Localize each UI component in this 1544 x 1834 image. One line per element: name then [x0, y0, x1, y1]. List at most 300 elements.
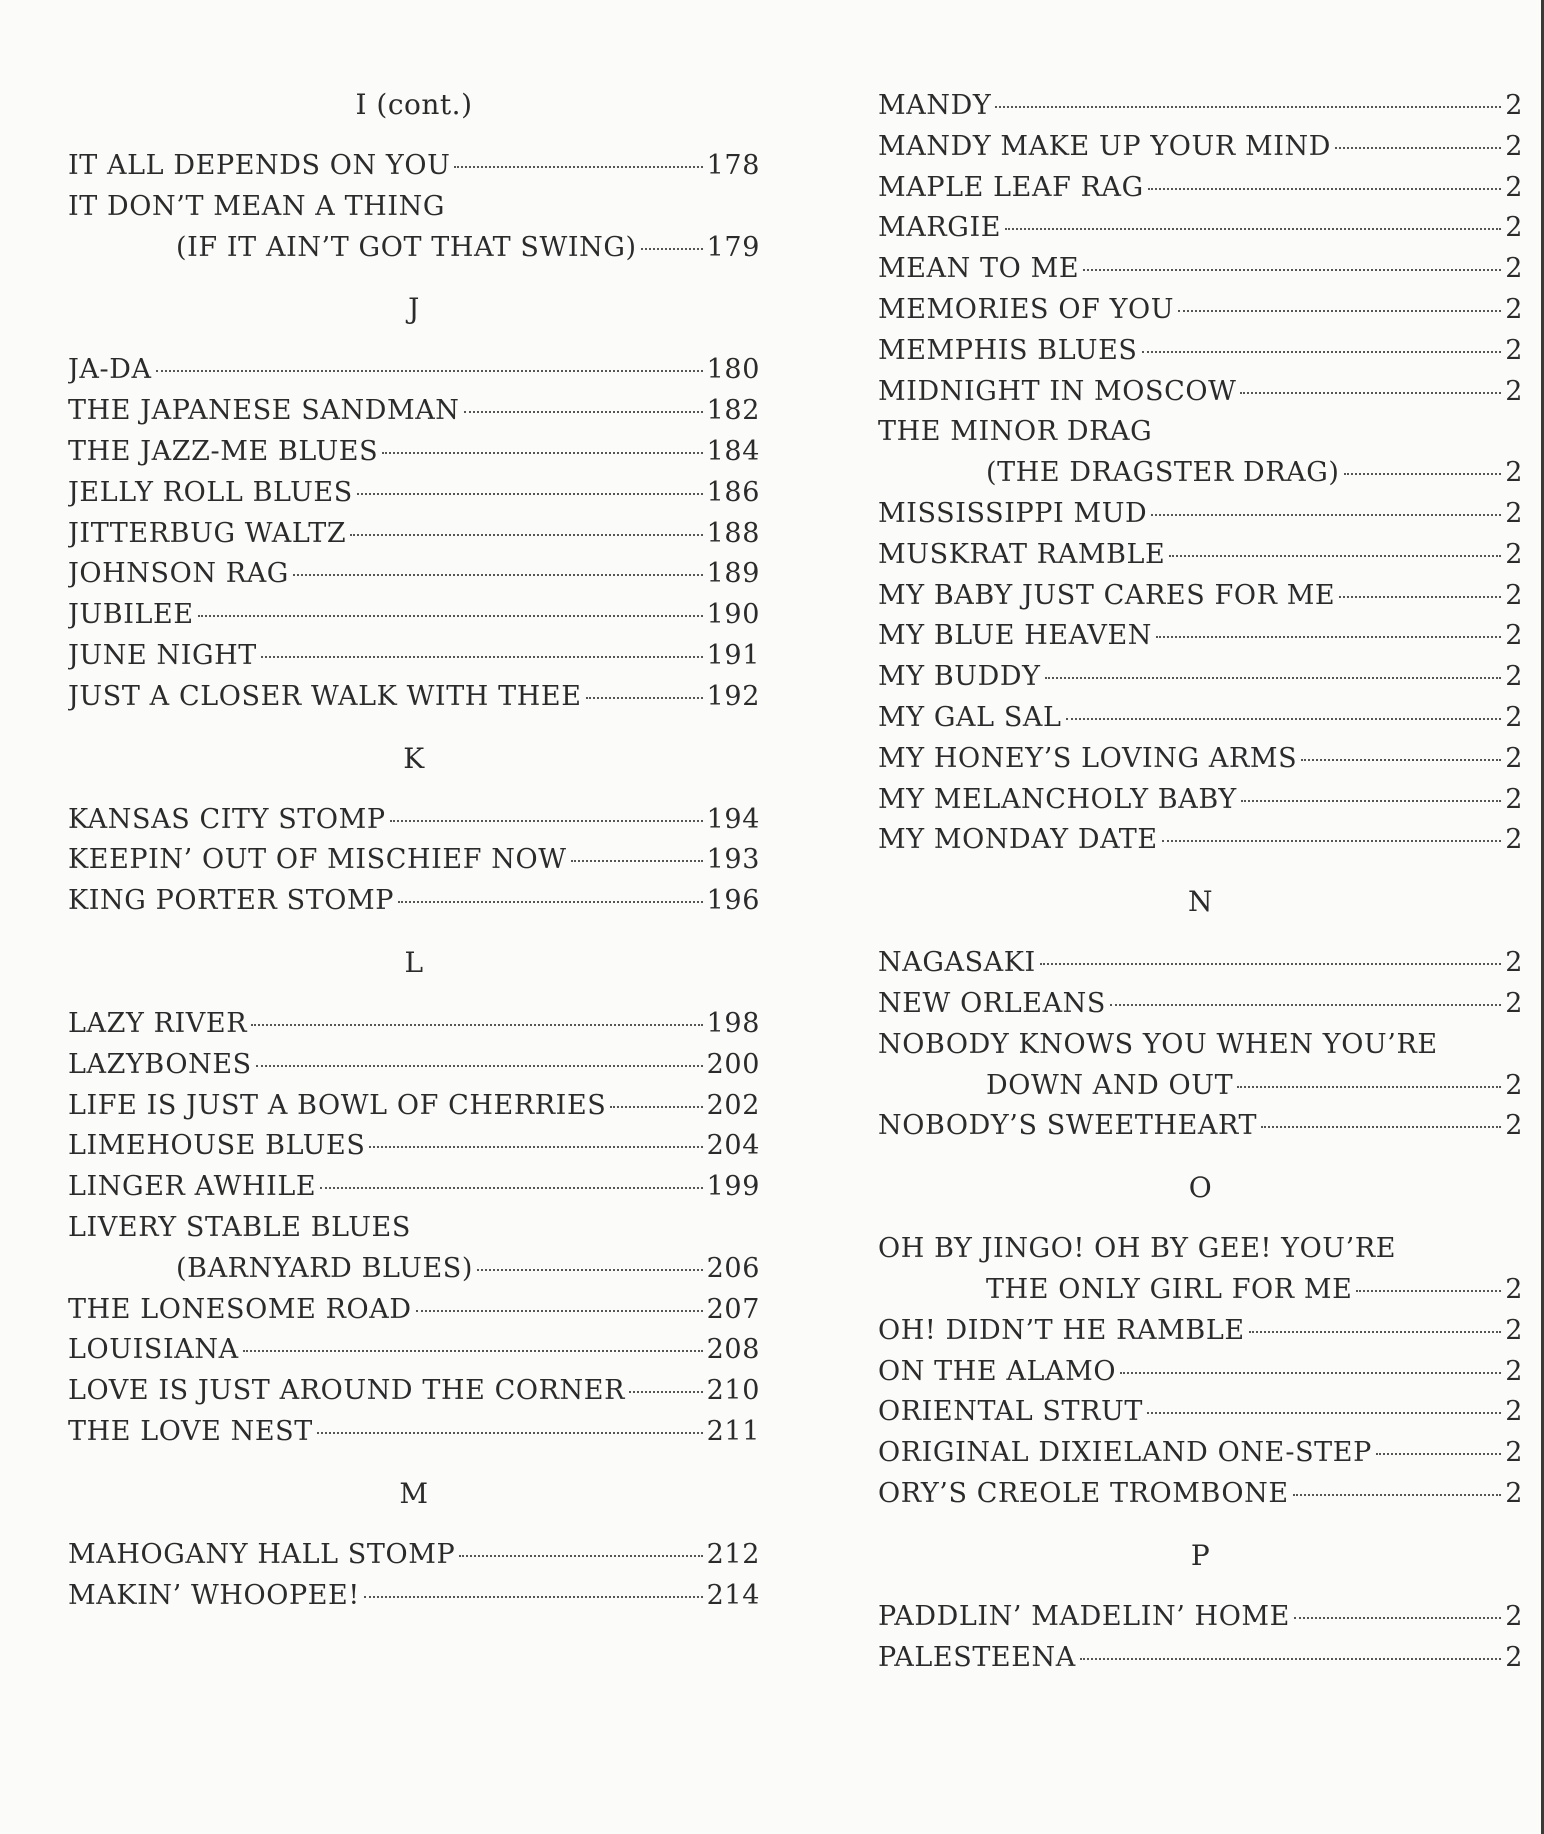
- index-entry[interactable]: [68, 187, 760, 269]
- dot-leader: [1162, 840, 1502, 842]
- index-entry[interactable]: [878, 1311, 1523, 1352]
- dot-leader: [1110, 1004, 1501, 1006]
- entry-title-row: [878, 249, 1523, 290]
- index-entry[interactable]: [878, 820, 1523, 861]
- dot-leader: [243, 1350, 703, 1352]
- page-number: 2: [1505, 1110, 1523, 1142]
- entry-title: KEEPIN’ OUT OF MISCHIEF NOW: [68, 844, 567, 876]
- entry-title: NEW ORLEANS: [878, 987, 1106, 1019]
- entry-title-row: [68, 391, 760, 432]
- page-number: 200: [706, 1048, 760, 1080]
- entry-title-row: [68, 636, 760, 677]
- entry-title: MUSKRAT RAMBLE: [878, 538, 1166, 570]
- entry-title-row: [878, 1638, 1523, 1679]
- page-number: 190: [706, 599, 760, 631]
- dot-leader: [464, 411, 703, 413]
- entry-title: NOBODY KNOWS YOU WHEN YOU’RE: [878, 1028, 1438, 1060]
- entry-title-row: [878, 739, 1523, 780]
- entry-title: MY BUDDY: [878, 661, 1041, 693]
- index-entry[interactable]: [878, 984, 1523, 1025]
- entry-title-row: [68, 1535, 760, 1576]
- entry-title: MAKIN’ WHOOPEE!: [68, 1579, 360, 1611]
- dot-leader: [1294, 1617, 1501, 1619]
- dot-leader: [416, 1310, 703, 1312]
- dot-leader: [320, 1187, 702, 1189]
- section-heading: P: [1190, 1538, 1211, 1572]
- entry-title: JUST A CLOSER WALK WITH THEE: [68, 680, 582, 712]
- right-column: [878, 0, 1523, 1678]
- entry-list: [68, 1004, 760, 1453]
- dot-leader: [1156, 636, 1501, 638]
- entry-title-row: [878, 1025, 1523, 1066]
- dot-leader: [390, 820, 703, 822]
- entry-title: JUNE NIGHT: [68, 639, 257, 671]
- entry-title-row: [68, 1004, 760, 1045]
- entry-title: THE JAZZ-ME BLUES: [68, 435, 379, 467]
- dot-leader: [1178, 310, 1501, 312]
- dot-leader: [1040, 963, 1501, 965]
- dot-leader: [571, 860, 703, 862]
- dot-leader: [1293, 1494, 1502, 1496]
- entry-title-row: [68, 146, 760, 187]
- entry-title: MIDNIGHT IN MOSCOW: [878, 375, 1237, 407]
- page-number: 196: [706, 885, 760, 917]
- index-entry[interactable]: [68, 1126, 760, 1167]
- index-entry[interactable]: [68, 840, 760, 881]
- entry-title-row: [878, 1474, 1523, 1515]
- entry-title: MAHOGANY HALL STOMP: [68, 1538, 456, 1570]
- page-number: 211: [706, 1415, 760, 1447]
- entry-title-row: [68, 1412, 760, 1453]
- dot-leader: [629, 1391, 703, 1393]
- page-number: 2: [1505, 947, 1523, 979]
- section-heading: M: [399, 1476, 429, 1510]
- index-entry[interactable]: [878, 616, 1523, 657]
- dot-leader: [293, 574, 703, 576]
- page-number: 2: [1505, 1314, 1523, 1346]
- page-number: 199: [706, 1171, 760, 1203]
- entry-title: MY BABY JUST CARES FOR ME: [878, 579, 1336, 611]
- index-entry[interactable]: [878, 698, 1523, 739]
- index-entry[interactable]: [878, 168, 1523, 209]
- page-number: 2: [1505, 293, 1523, 325]
- page-number: 179: [706, 231, 760, 263]
- page-number: 192: [706, 680, 760, 712]
- index-entry[interactable]: [878, 780, 1523, 821]
- page-number: 2: [1505, 538, 1523, 570]
- entry-continuation-row: [878, 1066, 1523, 1107]
- entry-list: [68, 350, 760, 717]
- page-number: 188: [706, 517, 760, 549]
- dot-leader: [1240, 392, 1501, 394]
- dot-leader: [1237, 1086, 1501, 1088]
- entry-title-row: [878, 412, 1523, 453]
- entry-title-row: [68, 1330, 760, 1371]
- page-number: 214: [706, 1579, 760, 1611]
- dot-leader: [350, 534, 702, 536]
- entry-title-row: [878, 208, 1523, 249]
- entry-title-row: [68, 1208, 760, 1249]
- dot-leader: [1120, 1372, 1501, 1374]
- page-number: 2: [1505, 497, 1523, 529]
- page-number: 2: [1505, 661, 1523, 693]
- index-entry[interactable]: [68, 800, 760, 841]
- entry-title: IT DON’T MEAN A THING: [68, 190, 445, 222]
- dot-leader: [261, 656, 703, 658]
- page-number: 180: [706, 354, 760, 386]
- entry-title: LIFE IS JUST A BOWL OF CHERRIES: [68, 1089, 607, 1121]
- entry-list: [878, 943, 1523, 1147]
- index-entry[interactable]: [878, 1229, 1523, 1311]
- page-number: 208: [706, 1334, 760, 1366]
- dot-leader: [610, 1106, 702, 1108]
- entry-title: MANDY MAKE UP YOUR MIND: [878, 130, 1331, 162]
- dot-leader: [1151, 514, 1501, 516]
- page-number: 2: [1505, 334, 1523, 366]
- index-entry[interactable]: [878, 127, 1523, 168]
- dot-leader: [1344, 473, 1502, 475]
- index-entry[interactable]: [68, 881, 760, 922]
- page-number: 184: [706, 435, 760, 467]
- entry-continuation-row: [68, 228, 760, 269]
- section-heading: J: [408, 292, 420, 326]
- dot-leader: [364, 1596, 703, 1598]
- page-number: 186: [706, 476, 760, 508]
- entry-title: NAGASAKI: [878, 947, 1036, 979]
- page-number: 178: [706, 150, 760, 181]
- page-number: 2: [1505, 1396, 1523, 1428]
- entry-title: LOVE IS JUST AROUND THE CORNER: [68, 1375, 625, 1407]
- index-entry[interactable]: [68, 432, 760, 473]
- entry-title: MEMORIES OF YOU: [878, 293, 1175, 325]
- index-section: [68, 922, 760, 1453]
- index-section: [68, 718, 760, 922]
- index-entry[interactable]: [878, 208, 1523, 249]
- dot-leader: [459, 1555, 702, 1557]
- entry-title-row: [68, 800, 760, 841]
- entry-title: KING PORTER STOMP: [68, 885, 395, 917]
- section-heading: I (cont.): [355, 88, 473, 121]
- index-entry[interactable]: [878, 535, 1523, 576]
- dot-leader: [1083, 269, 1501, 271]
- dot-leader: [1339, 596, 1501, 598]
- entry-title: MY BLUE HEAVEN: [878, 620, 1153, 652]
- index-entry[interactable]: [68, 1045, 760, 1086]
- entry-title: MY MELANCHOLY BABY: [878, 783, 1237, 815]
- entry-continuation-row: [878, 1270, 1523, 1311]
- index-section: [68, 1453, 760, 1617]
- index-entry[interactable]: [68, 350, 760, 391]
- index-section: [878, 86, 1523, 861]
- entry-title: JOHNSON RAG: [68, 558, 289, 590]
- index-entry[interactable]: [68, 1371, 760, 1412]
- entry-title-row: [878, 86, 1523, 127]
- entry-title: LIMEHOUSE BLUES: [68, 1130, 366, 1162]
- entry-title-row: [68, 473, 760, 514]
- dot-leader: [1147, 1412, 1501, 1414]
- index-entry[interactable]: [878, 1106, 1523, 1147]
- index-section: [68, 64, 760, 268]
- page-number: 194: [706, 803, 760, 835]
- index-entry[interactable]: [878, 494, 1523, 535]
- index-entry[interactable]: [68, 1086, 760, 1127]
- entry-title: ORIGINAL DIXIELAND ONE-STEP: [878, 1437, 1372, 1469]
- page-number: 2: [1505, 620, 1523, 652]
- entry-title: LAZYBONES: [68, 1048, 252, 1080]
- section-heading: O: [1188, 1171, 1213, 1205]
- index-entry[interactable]: [878, 739, 1523, 780]
- entry-title: LIVERY STABLE BLUES: [68, 1211, 411, 1243]
- entry-title: MANDY: [878, 90, 992, 121]
- page-number: 2: [1505, 783, 1523, 815]
- dot-leader: [477, 1269, 703, 1271]
- index-entry[interactable]: [68, 1330, 760, 1371]
- entry-title-row: [68, 432, 760, 473]
- entry-title-row: [68, 514, 760, 555]
- page-number: 2: [1505, 1600, 1523, 1632]
- entry-list: [68, 800, 760, 922]
- entry-title-row: [68, 840, 760, 881]
- entry-continuation-row: [68, 1249, 760, 1290]
- entry-title-row: [878, 535, 1523, 576]
- index-entry[interactable]: [68, 636, 760, 677]
- page-number: 193: [706, 844, 760, 876]
- page-number: 2: [1505, 1641, 1523, 1673]
- entry-title: MY MONDAY DATE: [878, 824, 1158, 856]
- dot-leader: [369, 1146, 702, 1148]
- index-entry[interactable]: [878, 943, 1523, 984]
- index-entry[interactable]: [878, 657, 1523, 698]
- index-entry[interactable]: [68, 1412, 760, 1453]
- entry-title-row: [68, 1290, 760, 1331]
- section-heading: N: [1188, 885, 1213, 919]
- index-entry[interactable]: [68, 1290, 760, 1331]
- entry-title-row: [68, 677, 760, 718]
- index-entry[interactable]: [68, 146, 760, 187]
- entry-title-row: [68, 1371, 760, 1412]
- entry-title-row: [878, 576, 1523, 617]
- dot-leader: [251, 1024, 703, 1026]
- page-number: 189: [706, 558, 760, 590]
- entry-title: THE LONESOME ROAD: [68, 1293, 412, 1325]
- dot-leader: [641, 248, 703, 250]
- entry-title-row: [878, 943, 1523, 984]
- dot-leader: [1261, 1126, 1501, 1128]
- entry-title-row: [878, 1352, 1523, 1393]
- dot-leader: [1335, 147, 1501, 149]
- index-entry[interactable]: [878, 1638, 1523, 1679]
- page-number: 198: [706, 1007, 760, 1039]
- page-number: 2: [1505, 579, 1523, 611]
- entry-title: OH BY JINGO! OH BY GEE! YOU’RE: [878, 1233, 1397, 1265]
- page-number: 2: [1505, 375, 1523, 407]
- page-number: 2: [1505, 1069, 1523, 1101]
- entry-title: MARGIE: [878, 212, 1002, 244]
- entry-continuation-row: [878, 453, 1523, 494]
- index-entry[interactable]: [68, 1004, 760, 1045]
- page-number: 212: [706, 1538, 760, 1570]
- dot-leader: [1249, 1331, 1502, 1333]
- entry-title: JITTERBUG WALTZ: [68, 517, 347, 549]
- entry-title-row: [68, 187, 760, 228]
- page-number: 206: [706, 1252, 760, 1284]
- index-entry[interactable]: [68, 554, 760, 595]
- page-number: 204: [706, 1130, 760, 1162]
- dot-leader: [1376, 1453, 1501, 1455]
- index-entry[interactable]: [878, 372, 1523, 413]
- index-entry[interactable]: [878, 249, 1523, 290]
- index-entry[interactable]: [68, 677, 760, 718]
- entry-title: MAPLE LEAF RAG: [878, 171, 1144, 203]
- index-entry[interactable]: [68, 1576, 760, 1617]
- index-section: [878, 861, 1523, 1147]
- entry-title-row: [878, 1392, 1523, 1433]
- entry-title-row: [878, 290, 1523, 331]
- entry-title: (BARNYARD BLUES): [176, 1252, 474, 1284]
- entry-title-row: [878, 1433, 1523, 1474]
- entry-list: [68, 1535, 760, 1617]
- page-number: 2: [1505, 212, 1523, 244]
- entry-title: KANSAS CITY STOMP: [68, 803, 386, 835]
- entry-title: LOUISIANA: [68, 1334, 239, 1366]
- dot-leader: [1241, 800, 1501, 802]
- index-entry[interactable]: [68, 1208, 760, 1290]
- index-entry[interactable]: [878, 1597, 1523, 1638]
- entry-title-row: [878, 168, 1523, 209]
- entry-title: JELLY ROLL BLUES: [68, 476, 353, 508]
- entry-title: ON THE ALAMO: [878, 1355, 1117, 1387]
- entry-title-row: [878, 1311, 1523, 1352]
- page-number: 2: [1505, 90, 1523, 121]
- entry-title: THE MINOR DRAG: [878, 416, 1153, 448]
- dot-leader: [198, 615, 703, 617]
- dot-leader: [398, 901, 703, 903]
- dot-leader: [156, 370, 703, 372]
- index-section: [878, 1515, 1523, 1679]
- entry-title-row: [878, 657, 1523, 698]
- entry-title-row: [878, 1229, 1523, 1270]
- index-entry[interactable]: [68, 595, 760, 636]
- dot-leader: [1142, 351, 1502, 353]
- index-entry[interactable]: [878, 1352, 1523, 1393]
- entry-title-row: [878, 372, 1523, 413]
- entry-list: [878, 1229, 1523, 1515]
- entry-title-row: [68, 350, 760, 391]
- entry-title-row: [68, 1576, 760, 1617]
- entry-title: JA-DA: [68, 354, 152, 386]
- entry-title: DOWN AND OUT: [986, 1069, 1234, 1101]
- page-number: 202: [706, 1089, 760, 1121]
- dot-leader: [317, 1432, 703, 1434]
- page-number: 2: [1505, 1273, 1523, 1305]
- page-number: 2: [1505, 824, 1523, 856]
- dot-leader: [382, 452, 702, 454]
- entry-title-row: [878, 127, 1523, 168]
- entry-title-row: [68, 554, 760, 595]
- index-entry[interactable]: [878, 1433, 1523, 1474]
- left-column: [68, 0, 760, 1616]
- entry-title: PADDLIN’ MADELIN’ HOME: [878, 1600, 1290, 1632]
- entry-title: MY HONEY’S LOVING ARMS: [878, 742, 1298, 774]
- page-number: 207: [706, 1293, 760, 1325]
- page-number: 2: [1505, 457, 1523, 489]
- dot-leader: [256, 1065, 703, 1067]
- page-number: 2: [1505, 171, 1523, 203]
- dot-leader: [995, 106, 1501, 108]
- entry-title: IT ALL DEPENDS ON YOU: [68, 150, 451, 181]
- entry-title-row: [878, 984, 1523, 1025]
- dot-leader: [357, 493, 703, 495]
- page-number: 2: [1505, 701, 1523, 733]
- dot-leader: [1045, 677, 1502, 679]
- entry-list: [878, 1597, 1523, 1679]
- entry-title-row: [878, 616, 1523, 657]
- entry-title: LAZY RIVER: [68, 1007, 248, 1039]
- entry-title: NOBODY’S SWEETHEART: [878, 1110, 1258, 1142]
- entry-title: THE JAPANESE SANDMAN: [68, 395, 460, 427]
- entry-title: ORY’S CREOLE TROMBONE: [878, 1477, 1289, 1509]
- index-entry[interactable]: [878, 1474, 1523, 1515]
- page-number: 182: [706, 395, 760, 427]
- section-heading: K: [403, 741, 425, 775]
- entry-title: LINGER AWHILE: [68, 1171, 317, 1203]
- entry-title-row: [68, 1126, 760, 1167]
- index-entry[interactable]: [878, 412, 1523, 494]
- dot-leader: [1080, 1658, 1501, 1660]
- index-entry[interactable]: [878, 1392, 1523, 1433]
- entry-title: PALESTEENA: [878, 1641, 1076, 1673]
- entry-title-row: [878, 1106, 1523, 1147]
- page-number: 2: [1505, 742, 1523, 774]
- index-entry[interactable]: [878, 290, 1523, 331]
- page-number: 2: [1505, 1437, 1523, 1469]
- entry-title: OH! DIDN’T HE RAMBLE: [878, 1314, 1245, 1346]
- entry-title: (THE DRAGSTER DRAG): [986, 457, 1340, 489]
- dot-leader: [1356, 1290, 1501, 1292]
- index-entry[interactable]: [878, 1025, 1523, 1107]
- entry-title-row: [68, 595, 760, 636]
- dot-leader: [1066, 718, 1502, 720]
- entry-title-row: [68, 1045, 760, 1086]
- entry-title-row: [878, 331, 1523, 372]
- index-entry[interactable]: [878, 86, 1523, 127]
- entry-title: JUBILEE: [68, 599, 194, 631]
- index-entry[interactable]: [878, 331, 1523, 372]
- page-number: 2: [1505, 253, 1523, 285]
- entry-title-row: [878, 1597, 1523, 1638]
- section-heading: L: [404, 945, 424, 979]
- index-entry[interactable]: [68, 514, 760, 555]
- page-number: 210: [706, 1375, 760, 1407]
- entry-title: MEAN TO ME: [878, 253, 1080, 285]
- index-entry[interactable]: [68, 1167, 760, 1208]
- index-entry[interactable]: [68, 1535, 760, 1576]
- index-entry[interactable]: [68, 473, 760, 514]
- dot-leader: [454, 166, 702, 168]
- index-entry[interactable]: [878, 576, 1523, 617]
- dot-leader: [1005, 228, 1501, 230]
- entry-title: THE LOVE NEST: [68, 1415, 313, 1447]
- index-section: [878, 1147, 1523, 1515]
- page-number: 191: [706, 639, 760, 671]
- entry-title: THE ONLY GIRL FOR ME: [986, 1273, 1353, 1305]
- entry-title-row: [878, 494, 1523, 535]
- index-entry[interactable]: [68, 391, 760, 432]
- entry-title-row: [878, 698, 1523, 739]
- entry-title-row: [68, 881, 760, 922]
- entry-list: [878, 86, 1523, 861]
- dot-leader: [1169, 555, 1501, 557]
